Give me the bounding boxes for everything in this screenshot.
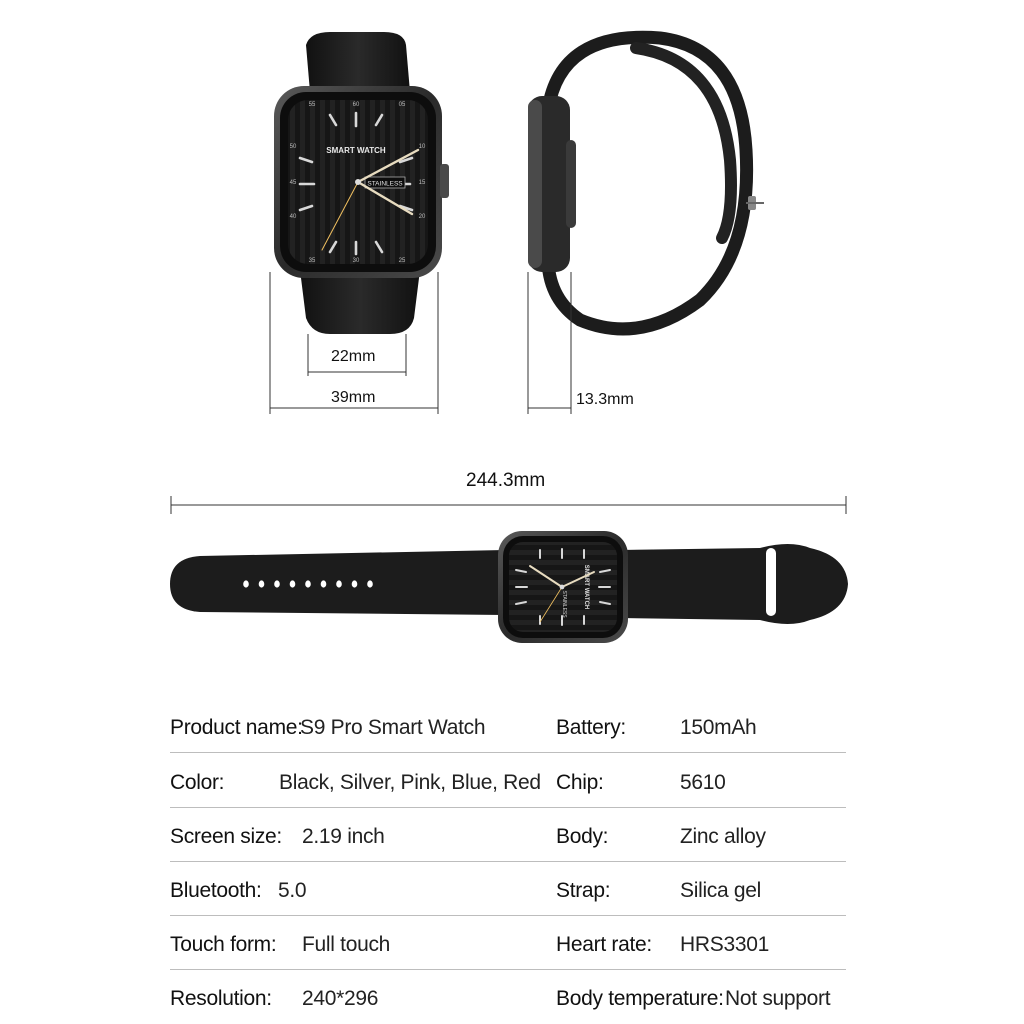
side-watch — [528, 37, 764, 329]
spec-value: 2.19 inch — [302, 825, 385, 848]
spec-value: S9 Pro Smart Watch — [300, 716, 486, 739]
dial-numeral: 20 — [418, 214, 426, 220]
strap-hole — [352, 580, 358, 587]
flat-strap-slot — [766, 548, 776, 616]
front-strap-bottom — [300, 270, 420, 334]
strap-hole — [274, 580, 280, 587]
spec-value: Full touch — [302, 933, 391, 956]
strap-hole — [290, 580, 296, 587]
spec-value: Black, Silver, Pink, Blue, Red — [279, 771, 541, 794]
spec-value: Not support — [725, 987, 831, 1010]
flat-brand-text: SMART WATCH — [583, 564, 589, 610]
dial-numeral: 40 — [289, 214, 297, 220]
front-sub-text: STAINLESS — [367, 180, 403, 188]
spec-value: 240*296 — [302, 987, 379, 1010]
spec-label: Chip: — [556, 771, 604, 794]
spec-row — [170, 753, 846, 808]
spec-label: Resolution: — [170, 987, 272, 1010]
spec-label: Bluetooth: — [170, 879, 262, 902]
case-width-label: 39mm — [331, 389, 376, 406]
spec-value: 5610 — [680, 771, 726, 794]
spec-label: Touch form: — [170, 933, 277, 956]
strap-hole — [321, 580, 327, 587]
dial-numeral: 60 — [352, 102, 360, 108]
spec-row — [170, 969, 846, 1023]
spec-label: Body: — [556, 825, 609, 848]
spec-row — [170, 915, 846, 970]
spec-label: Heart rate: — [556, 933, 652, 956]
side-strap-loop — [548, 37, 747, 329]
front-brand-text: SMART WATCH — [326, 146, 386, 155]
total-length-label: 244.3mm — [466, 470, 546, 491]
spec-value: 5.0 — [278, 879, 307, 902]
strap-holes — [243, 580, 373, 587]
dial-numeral: 45 — [289, 180, 297, 186]
flat-sub-text: STAINLESS — [561, 590, 567, 618]
spec-row — [170, 861, 846, 916]
dial-numeral: 05 — [398, 102, 406, 108]
front-watch — [274, 32, 449, 334]
spec-label: Color: — [170, 771, 225, 794]
spec-row — [170, 807, 846, 862]
crown — [440, 164, 449, 198]
length-dimension-line — [171, 496, 846, 514]
spec-label: Product name: — [170, 716, 303, 739]
strap-hole — [243, 580, 249, 587]
strap-hole — [367, 580, 373, 587]
flat-watch — [170, 531, 848, 643]
spec-value: Zinc alloy — [680, 825, 766, 848]
band-width-label: 22mm — [331, 348, 376, 365]
flat-strap-right — [620, 544, 848, 624]
dial-numeral: 15 — [418, 180, 426, 186]
dial-numeral: 50 — [289, 144, 297, 150]
spec-value: Silica gel — [680, 879, 762, 902]
spec-row — [170, 698, 846, 753]
spec-value: 150mAh — [680, 716, 757, 739]
thickness-label: 13.3mm — [576, 391, 634, 408]
strap-hole — [259, 580, 265, 587]
strap-hole — [336, 580, 342, 587]
spec-label: Battery: — [556, 716, 626, 739]
front-strap-top — [306, 32, 410, 92]
spec-label: Screen size: — [170, 825, 282, 848]
dial-numeral: 30 — [352, 258, 360, 264]
spec-label: Body temperature: — [556, 987, 724, 1010]
spec-label: Strap: — [556, 879, 611, 902]
dial-numeral: 25 — [398, 258, 406, 264]
spec-value: HRS3301 — [680, 933, 769, 956]
strap-hole — [305, 580, 311, 587]
dial-numeral: 35 — [308, 258, 316, 264]
dial-numeral: 55 — [308, 102, 316, 108]
dial-numeral: 10 — [418, 144, 426, 150]
